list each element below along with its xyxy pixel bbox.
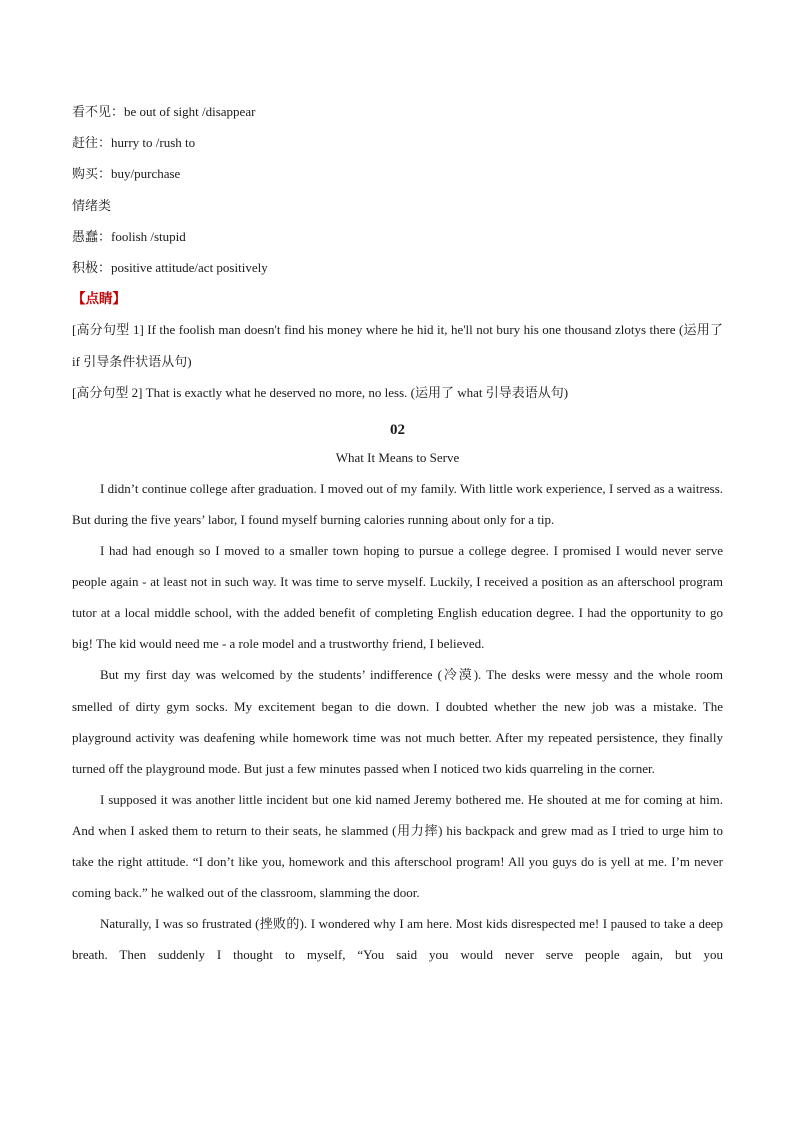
vocab-list xyxy=(72,96,723,283)
vocab-item: 赶往：hurry to /rush to xyxy=(72,135,196,151)
key-sentence-2: [高分句型 2] That is exactly what he deserved no more, no less. (运用了 what 引导表语从句) xyxy=(72,384,569,400)
article-paragraph: Naturally, I was so frustrated (挫败的). I wondered why I am here. Most kids disrespected me! I paused to take a deep breath. Then suddenly I thought to myself, “You said you would never serve people again, but you xyxy=(72,916,723,963)
article-paragraph: But my first day was welcomed by the students’ indifference (冷漠). The desks were messy and the whole room smelled of dirty gym socks. My excitement began to die down. I doubted whether the new job was a mistake. The playground activity was deafening while homework time was not much better. After my repeated persistence, they finally turned off the playground mode. But just a few minutes passed when I noticed two kids quarreling in the corner. xyxy=(72,667,723,776)
article-title: What It Means to Serve xyxy=(335,449,460,465)
vocab-item: 积极：positive attitude/act positively xyxy=(72,259,268,275)
article-paragraph: I didn’t continue college after graduation. I moved out of my family. With little work experience, I served as a waitress. But during the five years’ labor, I found myself burning calories running about only for a tip. xyxy=(72,480,723,528)
key-sentence-1: [高分句型 1] If the foolish man doesn't find his money where he hid it, he'll not bury his one thousand zlotys there (运用了 if 引导条件状语从句) xyxy=(72,322,723,369)
highlight-label: 【点睛】 xyxy=(72,291,126,307)
vocab-category-heading: 情绪类 xyxy=(72,197,112,213)
document-page xyxy=(72,96,723,970)
article-paragraph: I supposed it was another little incident but one kid named Jeremy bothered me. He shouted at me for coming at him. And when I asked them to return to their seats, he slammed (用力摔) his backpack and grew mad as I tried to urge him to take the right attitude. “I don’t like you, homework and this afterschool program! All you guys do is yell at me. I’m never coming back.” he walked out of the classroom, slamming the door. xyxy=(72,791,723,901)
vocab-item: 购买：buy/purchase xyxy=(72,166,181,182)
vocab-item: 看不见：be out of sight /disappear xyxy=(72,104,256,119)
article-paragraph: I had had enough so I moved to a smaller town hoping to pursue a college degree. I promised I would never serve people again - at least not in such way. It was time to serve myself. Luckily, I received a position as an afterschool program tutor at a local middle school, with the added benefit of completing English education degree. I had the opportunity to go big! The kid would need me - a role model and a trustworthy friend, I believed. xyxy=(72,543,723,652)
vocab-item: 愚蠢：foolish /stupid xyxy=(72,228,186,244)
section-number: 02 xyxy=(390,421,405,438)
